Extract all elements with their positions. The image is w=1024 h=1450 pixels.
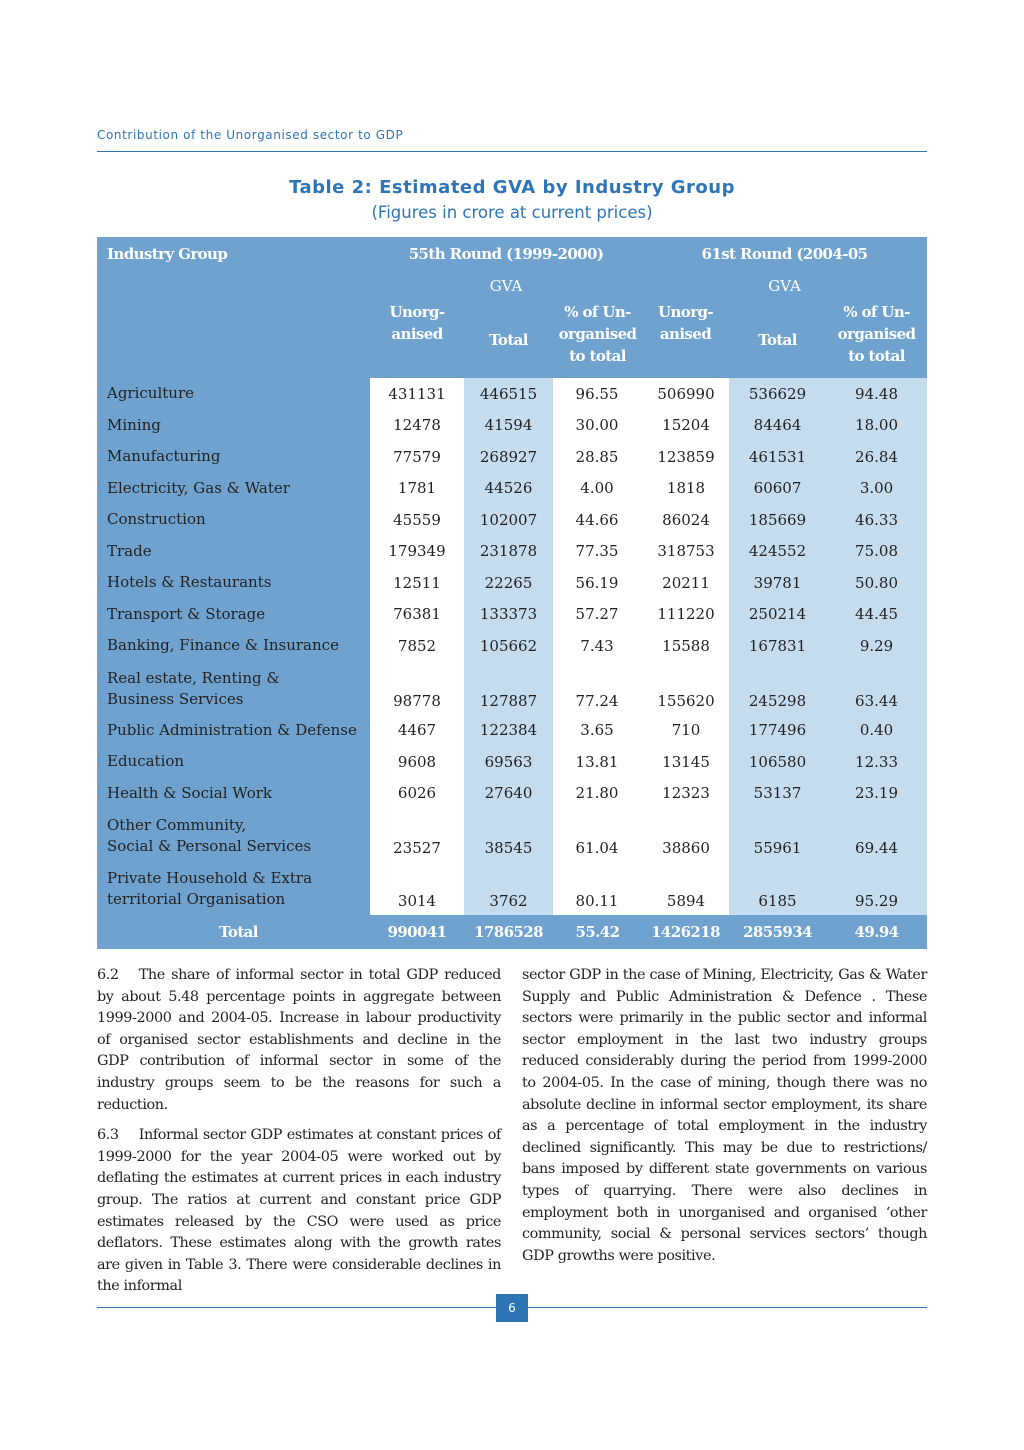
header-total-55: Total (464, 301, 553, 378)
table-row: Manufacturing 77579 268927 28.85 123859 461531 26.84 (97, 441, 927, 473)
header-unorganised-61: Unorg- anised (642, 301, 729, 378)
industry-label: Real estate, Renting & Business Services (97, 662, 370, 715)
table-row: Banking, Finance & Insurance 7852 105662 7.43 15588 167831 9.29 (97, 630, 927, 662)
header-industry-group: Industry Group (97, 237, 370, 271)
header-round-55: 55th Round (1999-2000) (370, 237, 642, 271)
table-row: Hotels & Restaurants 12511 22265 56.19 20211 39781 50.80 (97, 567, 927, 599)
table-row: Mining 12478 41594 30.00 15204 84464 18.00 (97, 410, 927, 442)
body-column-right (522, 965, 927, 1276)
paragraph-6-2: 6.2 The share of informal sector in total GDP reduced by about 5.48 percentage points in aggregate between 1999-2000 and 2004-05. Increase in labour productivity of organised sector establishments and decline in the GDP contribution of informal sector in some of the industry groups seem to be the reasons for such a reduction. (97, 967, 501, 1113)
table-row: Education 9608 69563 13.81 13145 106580 12.33 (97, 746, 927, 778)
table-row: Agriculture 431131 446515 96.55 506990 536629 94.48 (97, 378, 927, 410)
industry-label: Public Administration & Defense (97, 715, 370, 747)
body-column-left (97, 965, 501, 1307)
industry-label: Mining (97, 410, 370, 442)
total-label: Total (97, 915, 370, 949)
industry-label: Private Household & Extra territorial Organisation (97, 862, 370, 915)
industry-label: Health & Social Work (97, 778, 370, 810)
table-title: Table 2: Estimated GVA by Industry Group (289, 177, 735, 198)
table-row: Health & Social Work 6026 27640 21.80 12323 53137 23.19 (97, 778, 927, 810)
industry-label: Electricity, Gas & Water (97, 473, 370, 505)
header-pct-61: % of Un- organised to total (826, 301, 927, 378)
header-unorganised-55: Unorg- anised (370, 301, 464, 378)
industry-label: Hotels & Restaurants (97, 567, 370, 599)
table-subtitle: (Figures in crore at current prices) (371, 203, 653, 222)
table-row: Real estate, Renting & Business Services 98778 127887 77.24 155620 245298 63.44 (97, 662, 927, 715)
table-row: Construction 45559 102007 44.66 86024 185669 46.33 (97, 504, 927, 536)
header-round-61: 61st Round (2004-05 (642, 237, 927, 271)
page-number: 6 (496, 1294, 528, 1322)
table-row: Trade 179349 231878 77.35 318753 424552 75.08 (97, 536, 927, 568)
industry-label: Manufacturing (97, 441, 370, 473)
header-total-61: Total (729, 301, 826, 378)
industry-label: Construction (97, 504, 370, 536)
header-pct-55: % of Un- organised to total (553, 301, 642, 378)
table-row: Transport & Storage 76381 133373 57.27 111220 250214 44.45 (97, 599, 927, 631)
industry-label: Other Community, Social & Personal Services (97, 809, 370, 862)
paragraph-6-3: 6.3 Informal sector GDP estimates at constant prices of 1999-2000 for the year 2004-05 were worked out by deflating the estimates at current prices in each industry group. The ratios at current and constant price GDP estimates released by the CSO were used as price deflators. These estimates along with the growth rates are given in Table 3. There were considerable declines in the informal (97, 1127, 501, 1295)
header-rule (97, 151, 927, 152)
header-gva-61: GVA (642, 271, 927, 301)
table-row: Other Community, Social & Personal Services 23527 38545 61.04 38860 55961 69.44 (97, 809, 927, 862)
table-row: Electricity, Gas & Water 1781 44526 4.00 1818 60607 3.00 (97, 473, 927, 505)
header-gva-55: GVA (370, 271, 642, 301)
industry-label: Agriculture (97, 378, 370, 410)
table-total-row: Total 990041 1786528 55.42 1426218 2855934 49.94 (97, 915, 927, 949)
industry-label: Education (97, 746, 370, 778)
table-header-row-1 (97, 237, 927, 271)
running-head: Contribution of the Unorganised sector to GDP (97, 128, 404, 142)
industry-label: Banking, Finance & Insurance (97, 630, 370, 662)
gva-table (97, 237, 927, 949)
table-header-row-2 (97, 271, 927, 301)
paragraph-6-3-continued: sector GDP in the case of Mining, Electricity, Gas & Water Supply and Public Administration & Defence . These sectors were primarily in the public sector and informal sector employment in the last two industry groups reduced considerably during the period from 1999-2000 to 2004-05. In the case of mining, though there was no absolute decline in informal sector employment, its share as a percentage of total employment in the industry declined significantly. This may be due to restrictions/ bans imposed by different state governments on various types of quarrying. There were also declines in employment both in unorganised and organised ‘other community, social & personal services sectors’ though GDP growths were positive. (522, 967, 927, 1264)
industry-label: Trade (97, 536, 370, 568)
table-row: Public Administration & Defense 4467 122384 3.65 710 177496 0.40 (97, 715, 927, 747)
table-header-row-3 (97, 301, 927, 378)
industry-label: Transport & Storage (97, 599, 370, 631)
table-row: Private Household & Extra territorial Organisation 3014 3762 80.11 5894 6185 95.29 (97, 862, 927, 915)
